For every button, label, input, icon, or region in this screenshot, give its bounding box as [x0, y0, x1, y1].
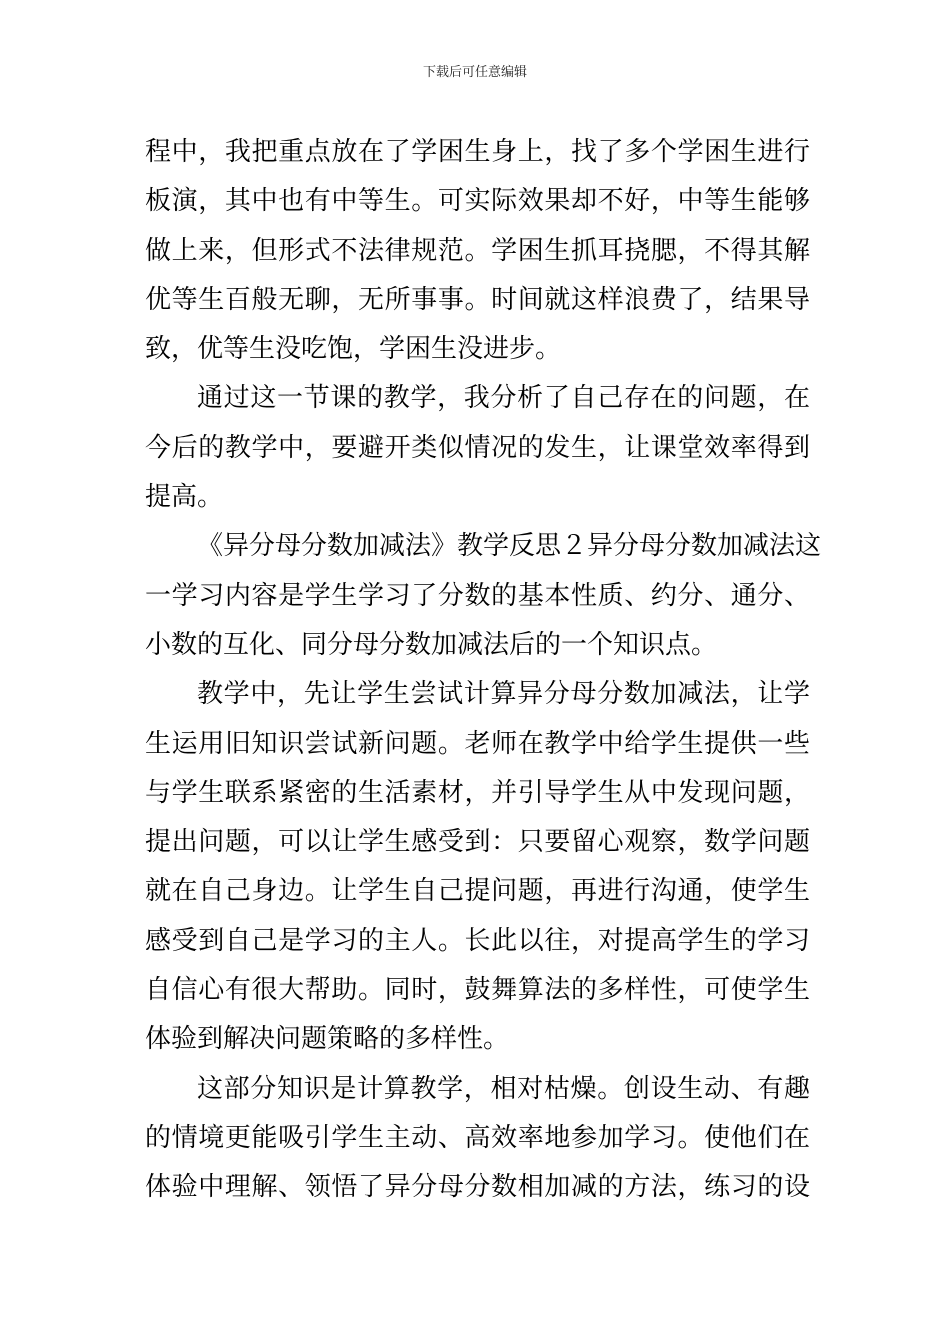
- text-line: 体验中理解、领悟了异分母分数相加减的方法，练习的设: [145, 1172, 810, 1203]
- text-line: 这部分知识是计算教学，相对枯燥。创设生动、有趣: [197, 1073, 810, 1104]
- text-line: 优等生百般无聊，无所事事。时间就这样浪费了，结果导: [145, 284, 810, 315]
- text-line: 《异分母分数加减法》教学反思２异分母分数加减法这: [197, 531, 822, 562]
- text-line: 教学中，先让学生尝试计算异分母分数加减法，让学: [197, 679, 810, 710]
- page-header: 下载后可任意编辑: [422, 65, 527, 80]
- text-line: 程中，我把重点放在了学困生身上，找了多个学困生进行: [145, 137, 810, 167]
- text-line: 通过这一节课的教学，我分析了自己存在的问题，在: [197, 383, 810, 414]
- text-line: 今后的教学中，要避开类似情况的发生，让课堂效率得到: [145, 432, 810, 463]
- text-line: 做上来，但形式不法律规范。学困生抓耳挠腮，不得其解: [145, 235, 810, 266]
- text-line: 的情境更能吸引学生主动、高效率地参加学习。使他们在: [145, 1122, 810, 1153]
- text-line: 提出问题，可以让学生感受到：只要留心观察，数学问题: [145, 827, 810, 858]
- text-line: 一学习内容是学生学习了分数的基本性质、约分、通分、: [145, 580, 810, 611]
- text-line: 生运用旧知识尝试新问题。老师在教学中给学生提供一些: [145, 728, 810, 759]
- text-line: 感受到自己是学习的主人。长此以往，对提高学生的学习: [145, 925, 810, 956]
- text-line: 致，优等生没吃饱，学困生没进步。: [145, 334, 562, 365]
- document-body: [145, 128, 822, 1213]
- text-line: 自信心有很大帮助。同时，鼓舞算法的多样性，可使学生: [145, 975, 810, 1006]
- text-line: 就在自己身边。让学生自己提问题，再进行沟通，使学生: [145, 876, 810, 907]
- text-line: 提高。: [145, 482, 224, 513]
- text-line: 板演，其中也有中等生。可实际效果却不好，中等生能够: [145, 186, 810, 217]
- text-line: 小数的互化、同分母分数加减法后的一个知识点。: [145, 629, 718, 660]
- text-line: 体验到解决问题策略的多样性。: [145, 1024, 510, 1055]
- text-line: 与学生联系紧密的生活素材，并引导学生从中发现问题，: [145, 777, 810, 808]
